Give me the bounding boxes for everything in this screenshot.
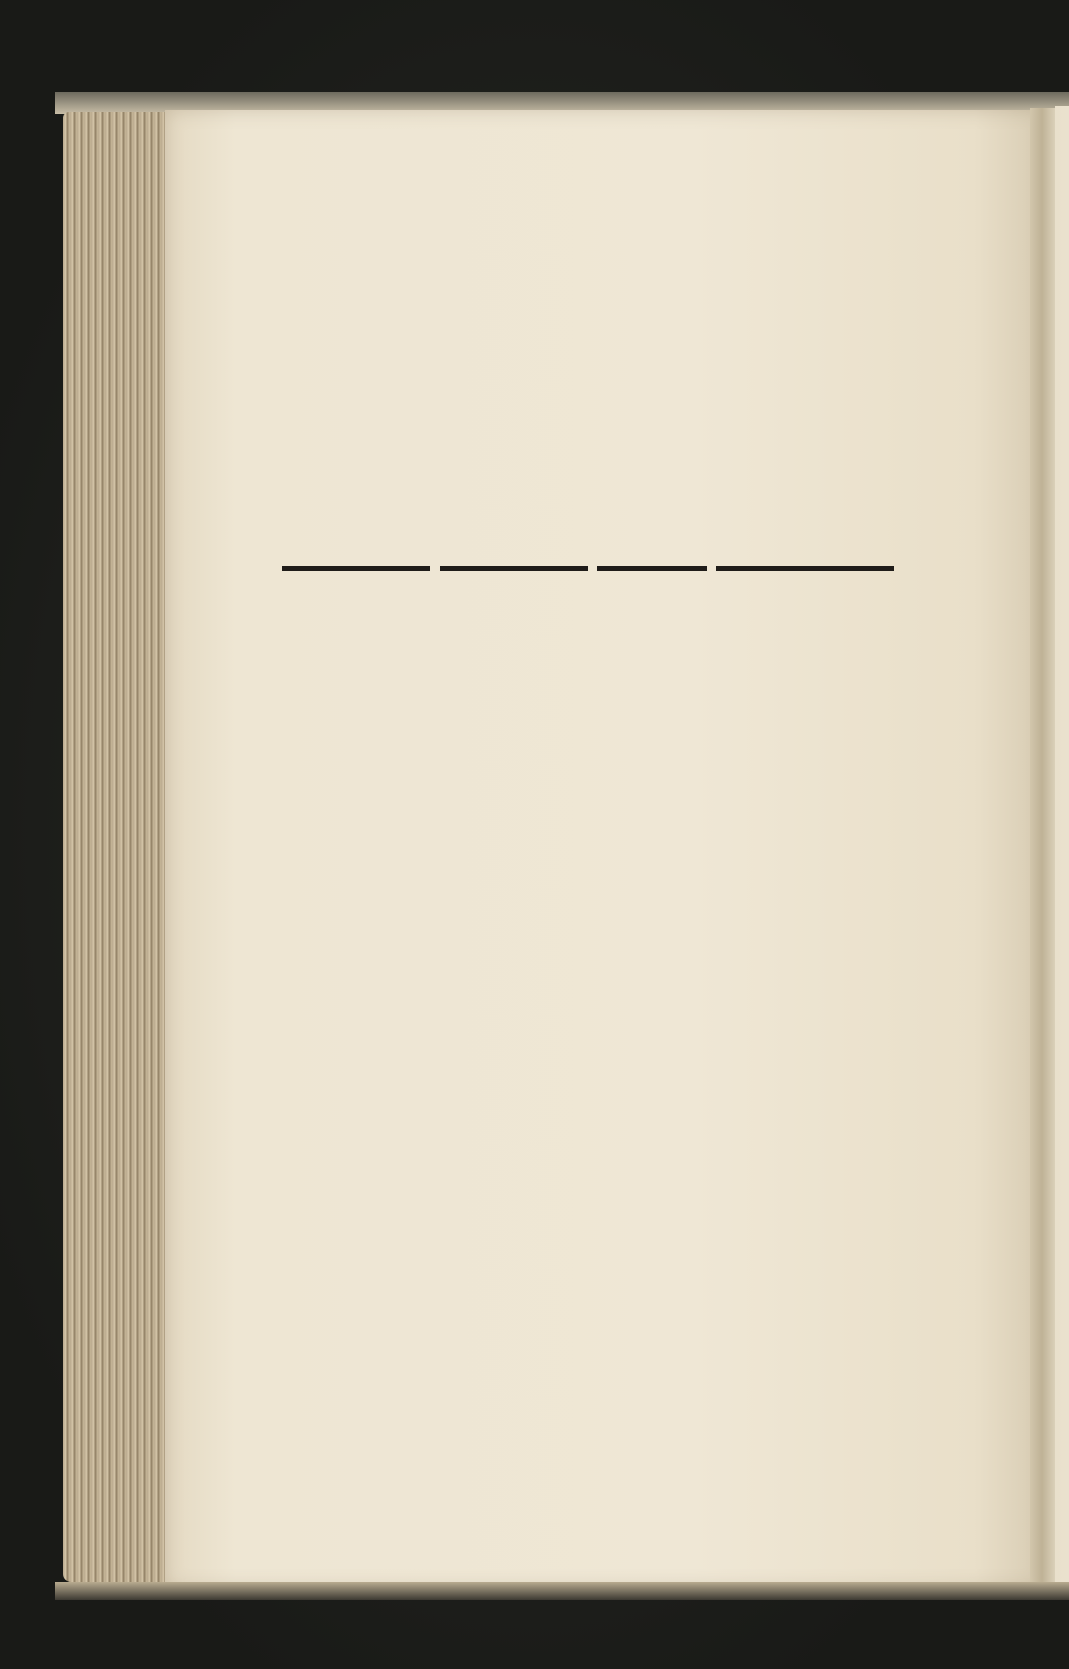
ornament-rule — [597, 566, 707, 571]
left-page — [165, 110, 1045, 1588]
ornament-rule — [282, 566, 430, 571]
ornament-rule — [440, 566, 588, 571]
bottom-page-edge — [55, 1582, 1069, 1600]
ornament-rule — [716, 566, 894, 571]
right-page-sliver — [1055, 106, 1069, 1588]
open-book — [55, 92, 1069, 1592]
